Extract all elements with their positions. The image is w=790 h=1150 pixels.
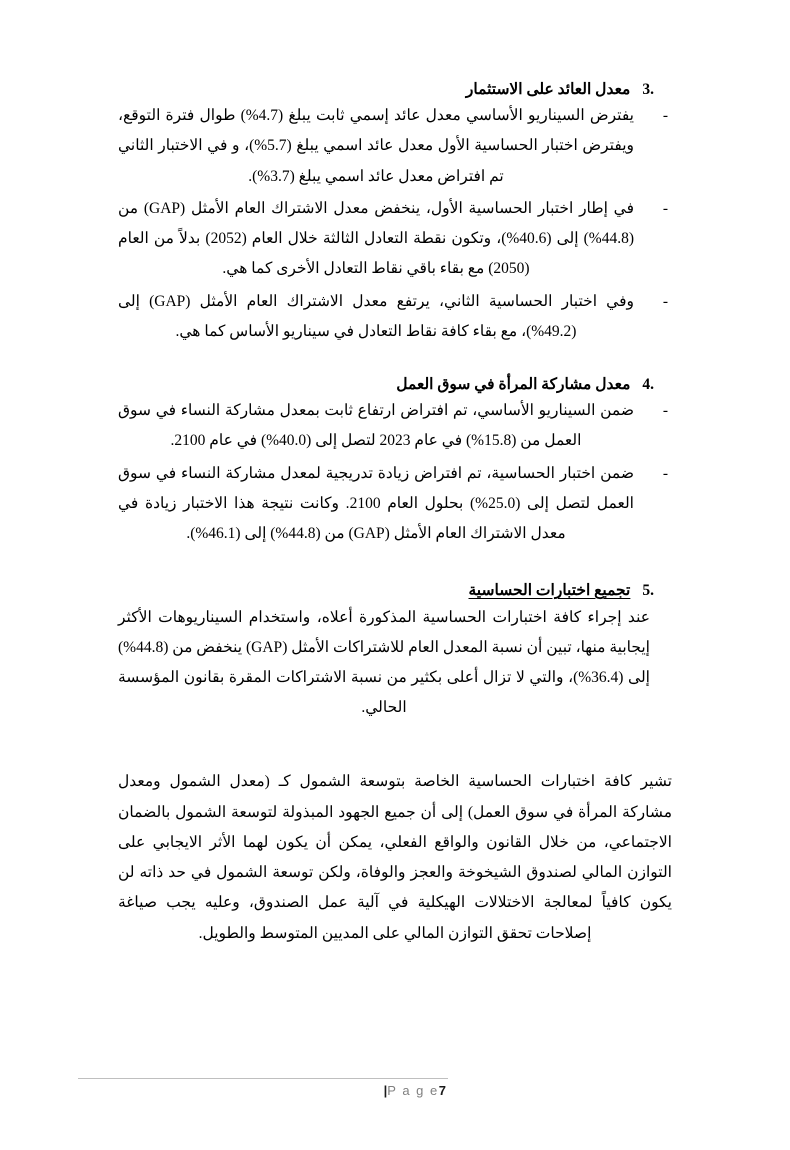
bullet-dash-icon: -	[662, 199, 668, 217]
list-item-text: يفترض السيناريو الأساسي معدل عائد إسمي ثابت يبلغ (4.7%) طوال فترة التوقع، ويفترض اختبار الحساسية الأول معدل عائد اسمي يبلغ (5.7%)، و في الاختبار الثاني تم افتراض معدل عائد اسمي يبلغ (3.7%).	[118, 107, 634, 185]
footer-page-number: 7	[438, 1083, 446, 1098]
bullet-dash-icon: -	[662, 464, 668, 482]
list-item-text: في إطار اختبار الحساسية الأول، ينخفض معدل الاشتراك العام الأمثل (GAP) من (44.8%) إلى (40.6%)، وتكون نقطة التعادل الثالثة خلال العام (2052) بدلاً من العام (2050) مع بقاء باقي نقاط التعادل الأخرى كما هي.	[118, 199, 635, 278]
section-title-3: معدل العائد على الاستثمار	[465, 81, 631, 98]
section-3-bullet-list	[118, 101, 672, 347]
section-number-5: 5.	[642, 582, 654, 600]
footer-divider	[78, 1078, 448, 1079]
page-content	[118, 78, 672, 949]
section-number-4: 4.	[642, 376, 654, 393]
bullet-dash-icon: -	[662, 402, 668, 420]
list-item	[118, 287, 672, 347]
bullet-dash-icon: -	[662, 292, 668, 310]
list-item	[118, 396, 672, 456]
section-heading-5	[118, 579, 672, 602]
list-item	[118, 194, 672, 285]
section-number-3: 3.	[642, 81, 654, 98]
footer-label-text: P a g e	[387, 1083, 439, 1098]
section-heading-4	[118, 373, 672, 396]
list-item-text: وفي اختبار الحساسية الثاني، يرتفع معدل الاشتراك العام الأمثل (GAP) إلى (49.2%)، مع بقاء كافة نقاط التعادل في سيناريو الأساس كما هي.	[118, 292, 634, 340]
section-heading-3	[118, 78, 672, 101]
section-5-paragraph: عند إجراء كافة اختبارات الحساسية المذكورة أعلاه، واستخدام السيناريوهات الأكثر إيجابية منها، تبين أن نسبة المعدل العام للاشتراكات الأمثل (GAP) ينخفض من (44.8%) إلى (36.4%)، والتي لا تزال أعلى بكثير من نسبة الاشتراكات المقرة بقانون المؤسسة الحالي.	[118, 608, 650, 717]
list-item-text: ضمن اختبار الحساسية، تم افتراض زيادة تدريجية لمعدل مشاركة النساء في سوق العمل لتصل إلى (25.0%) بحلول العام 2100. وكانت نتيجة هذا الاختبار زيادة في معدل الاشتراك العام الأمثل (GAP) من (44.8%) إلى (46.1%).	[118, 464, 634, 543]
section-title-5: تجميع اختبارات الحساسية	[468, 582, 631, 600]
list-item	[118, 459, 672, 550]
bullet-dash-icon: -	[662, 107, 668, 125]
closing-paragraph: تشير كافة اختبارات الحساسية الخاصة بتوسعة الشمول كـ (معدل الشمول ومعدل مشاركة المرأة في سوق العمل) إلى أن جميع الجهود المبذولة لتوسعة الشمول بالضمان الاجتماعي، من خلال القانون والواقع الفعلي، يمكن أن يكون لهما الأثر الايجابي على التوازن المالي لصندوق الشيخوخة والعجز والوفاة، ولكن توسعة الشمول في حد ذاته لن يكون كافياً لمعالجة الاختلالات الهيكلية في آلية عمل الصندوق، وعليه يجب صياغة إصلاحات تحقق التوازن المالي على المديين المتوسط والطويل.	[118, 773, 672, 942]
list-item-text: ضمن السيناريو الأساسي، تم افتراض ارتفاع ثابت بمعدل مشاركة النساء في سوق العمل من (15.8%) في عام 2023 لتصل إلى (40.0%) في عام 2100.	[118, 402, 634, 450]
page-footer	[78, 1078, 448, 1098]
footer-page-label	[78, 1083, 448, 1098]
section-4-bullet-list	[118, 396, 672, 549]
list-item	[118, 101, 672, 192]
section-title-4: معدل مشاركة المرأة في سوق العمل	[396, 376, 631, 393]
footer-separator: |	[383, 1083, 388, 1098]
